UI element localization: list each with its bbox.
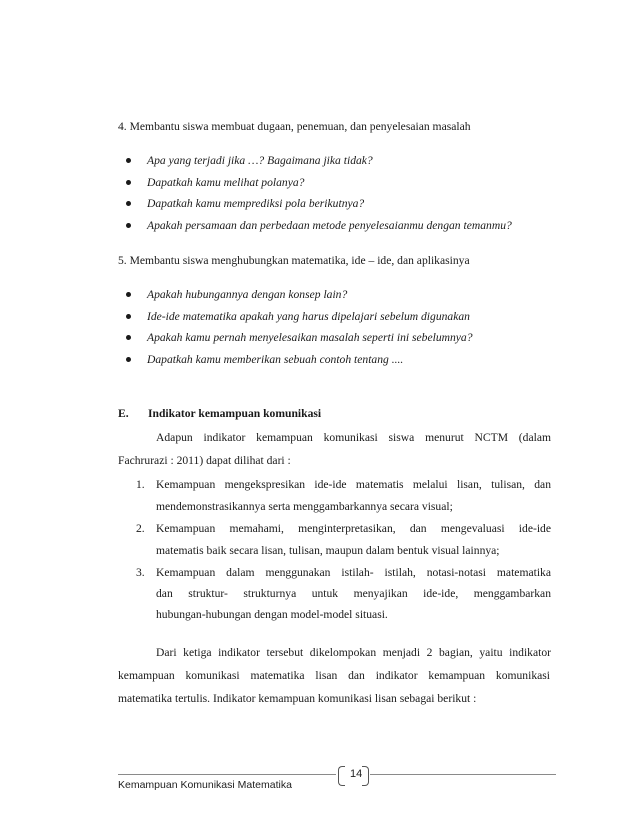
section-e-letter: E. bbox=[118, 407, 129, 420]
item-line: hubungan-hubungan dengan model-model situasi. bbox=[156, 608, 388, 621]
page-number: 14 bbox=[350, 768, 363, 780]
list-item bbox=[126, 331, 473, 344]
list-item bbox=[126, 219, 512, 232]
bullet-icon bbox=[126, 201, 131, 206]
item-line: mendemonstrasikannya serta menggambarkannya secara visual; bbox=[156, 500, 453, 513]
bullet-icon bbox=[126, 314, 131, 319]
section-4-heading: 4. Membantu siswa membuat dugaan, penemuan, dan penyelesaian masalah bbox=[118, 120, 471, 133]
paragraph-line: kemampuan komunikasi matematika lisan dan indikator kemampuan komunikasi bbox=[118, 669, 550, 682]
bullet-icon bbox=[126, 292, 131, 297]
list-item bbox=[126, 353, 403, 366]
bullet-text: Apakah persamaan dan perbedaan metode penyelesaianmu dengan temanmu? bbox=[147, 219, 512, 232]
section-e-title: Indikator kemampuan komunikasi bbox=[148, 407, 322, 420]
bullet-icon bbox=[126, 158, 131, 163]
bullet-icon bbox=[126, 223, 131, 228]
bullet-text: Apakah hubungannya dengan konsep lain? bbox=[147, 288, 348, 301]
bullet-icon bbox=[126, 357, 131, 362]
item-line: Kemampuan mengekspresikan ide-ide matematis melalui lisan, tulisan, dan bbox=[156, 478, 551, 491]
paragraph-line: matematika tertulis. Indikator kemampuan komunikasi lisan sebagai berikut : bbox=[118, 692, 477, 705]
section-5-heading: 5. Membantu siswa menghubungkan matematika, ide – ide, dan aplikasinya bbox=[118, 254, 470, 267]
page-number-bracket-right bbox=[362, 766, 369, 786]
item-line: Kemampuan dalam menggunakan istilah- istilah, notasi-notasi matematika bbox=[156, 566, 551, 579]
paragraph-line: Fachrurazi : 2011) dapat dilihat dari : bbox=[118, 454, 291, 467]
bullet-text: Dapatkah kamu melihat polanya? bbox=[147, 176, 305, 189]
running-footer-title: Kemampuan Komunikasi Matematika bbox=[118, 779, 292, 791]
bullet-text: Apa yang terjadi jika …? Bagaimana jika tidak? bbox=[147, 154, 373, 167]
footer-rule-left bbox=[118, 774, 336, 775]
item-line: matematis baik secara lisan, tulisan, maupun dalam bentuk visual lainnya; bbox=[156, 544, 500, 557]
item-number: 2. bbox=[136, 522, 145, 535]
bullet-text: Dapatkah kamu memprediksi pola berikutnya? bbox=[147, 197, 365, 210]
list-item bbox=[126, 197, 364, 210]
item-number: 1. bbox=[136, 478, 145, 491]
list-item bbox=[126, 176, 304, 189]
bullet-text: Dapatkah kamu memberikan sebuah contoh tentang .... bbox=[147, 353, 404, 366]
list-item bbox=[126, 154, 373, 167]
list-item bbox=[126, 310, 470, 323]
footer-rule-right bbox=[370, 774, 556, 775]
list-item bbox=[126, 288, 347, 301]
paragraph-line: Dari ketiga indikator tersebut dikelompokan menjadi 2 bagian, yaitu indikator bbox=[156, 646, 551, 659]
page-number-bracket-left bbox=[338, 766, 345, 786]
paragraph-line: Adapun indikator kemampuan komunikasi siswa menurut NCTM (dalam bbox=[156, 431, 551, 444]
bullet-icon bbox=[126, 335, 131, 340]
item-number: 3. bbox=[136, 566, 145, 579]
item-line: Kemampuan memahami, menginterpretasikan, dan mengevaluasi ide-ide bbox=[156, 522, 551, 535]
bullet-text: Ide-ide matematika apakah yang harus dipelajari sebelum digunakan bbox=[147, 310, 470, 323]
bullet-text: Apakah kamu pernah menyelesaikan masalah seperti ini sebelumnya? bbox=[147, 331, 473, 344]
bullet-icon bbox=[126, 180, 131, 185]
item-line: dan struktur- strukturnya untuk menyajikan ide-ide, menggambarkan bbox=[156, 587, 551, 600]
